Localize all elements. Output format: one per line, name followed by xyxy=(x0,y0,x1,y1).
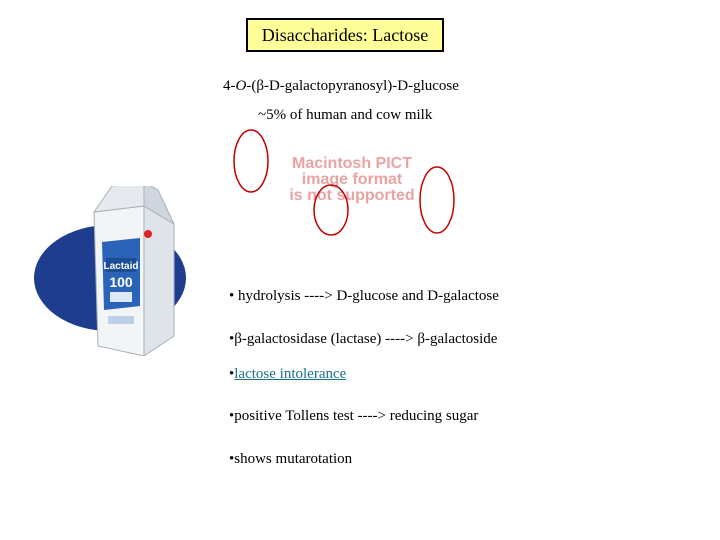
bullet-hydrolysis xyxy=(229,288,499,305)
milk-percentage-note: ~5% of human and cow milk xyxy=(258,107,433,123)
subtitle-middle: -( xyxy=(246,78,257,94)
pict-line-3: is not supported xyxy=(289,187,415,204)
bullet-marker: • xyxy=(229,451,235,467)
subtitle-rest: -D-galactopyranosyl)-D-glucose xyxy=(263,78,459,94)
bullet-text: shows mutarotation xyxy=(234,451,353,467)
bullet-mutarotation xyxy=(229,451,352,468)
subtitle-prefix: 4- xyxy=(223,78,236,94)
carton-red-badge xyxy=(144,230,152,238)
bullet-galactosidase xyxy=(229,331,497,348)
carton-brand: Lactaid xyxy=(103,261,139,272)
bullet-marker: • xyxy=(229,408,235,424)
lactose-iupac-name xyxy=(223,78,459,95)
carton-side xyxy=(144,206,174,356)
bullet-text: positive Tollens test ----> reducing sugar xyxy=(234,408,479,424)
lactaid-carton-image xyxy=(32,186,222,356)
bullet-beta-2: β xyxy=(417,331,425,347)
pict-line-1: Macintosh PICT xyxy=(291,155,413,172)
bullet-text: -galactosidase (lactase) ----> xyxy=(241,331,418,347)
bullet-marker: • xyxy=(229,288,235,304)
bullet-intolerance xyxy=(229,366,346,383)
slide-title: Disaccharides: Lactose xyxy=(246,18,444,52)
carton-number: 100 xyxy=(109,274,133,290)
bullet-beta: β xyxy=(234,331,242,347)
carton-cow-icon xyxy=(110,292,132,302)
bullet-marker: • xyxy=(229,366,235,382)
bullet-text-2: -galactoside xyxy=(425,331,498,347)
bullet-tollens xyxy=(229,408,478,425)
subtitle-beta: β xyxy=(256,78,264,94)
pict-placeholder-image xyxy=(232,152,472,204)
bullet-marker: • xyxy=(229,331,235,347)
pict-line-2: image format xyxy=(301,171,403,188)
bullet-text: hydrolysis ----> D-glucose and D-galactose xyxy=(238,288,499,304)
lactose-intolerance-link[interactable]: lactose intolerance xyxy=(234,366,347,382)
subtitle-o-italic: O xyxy=(235,78,247,94)
